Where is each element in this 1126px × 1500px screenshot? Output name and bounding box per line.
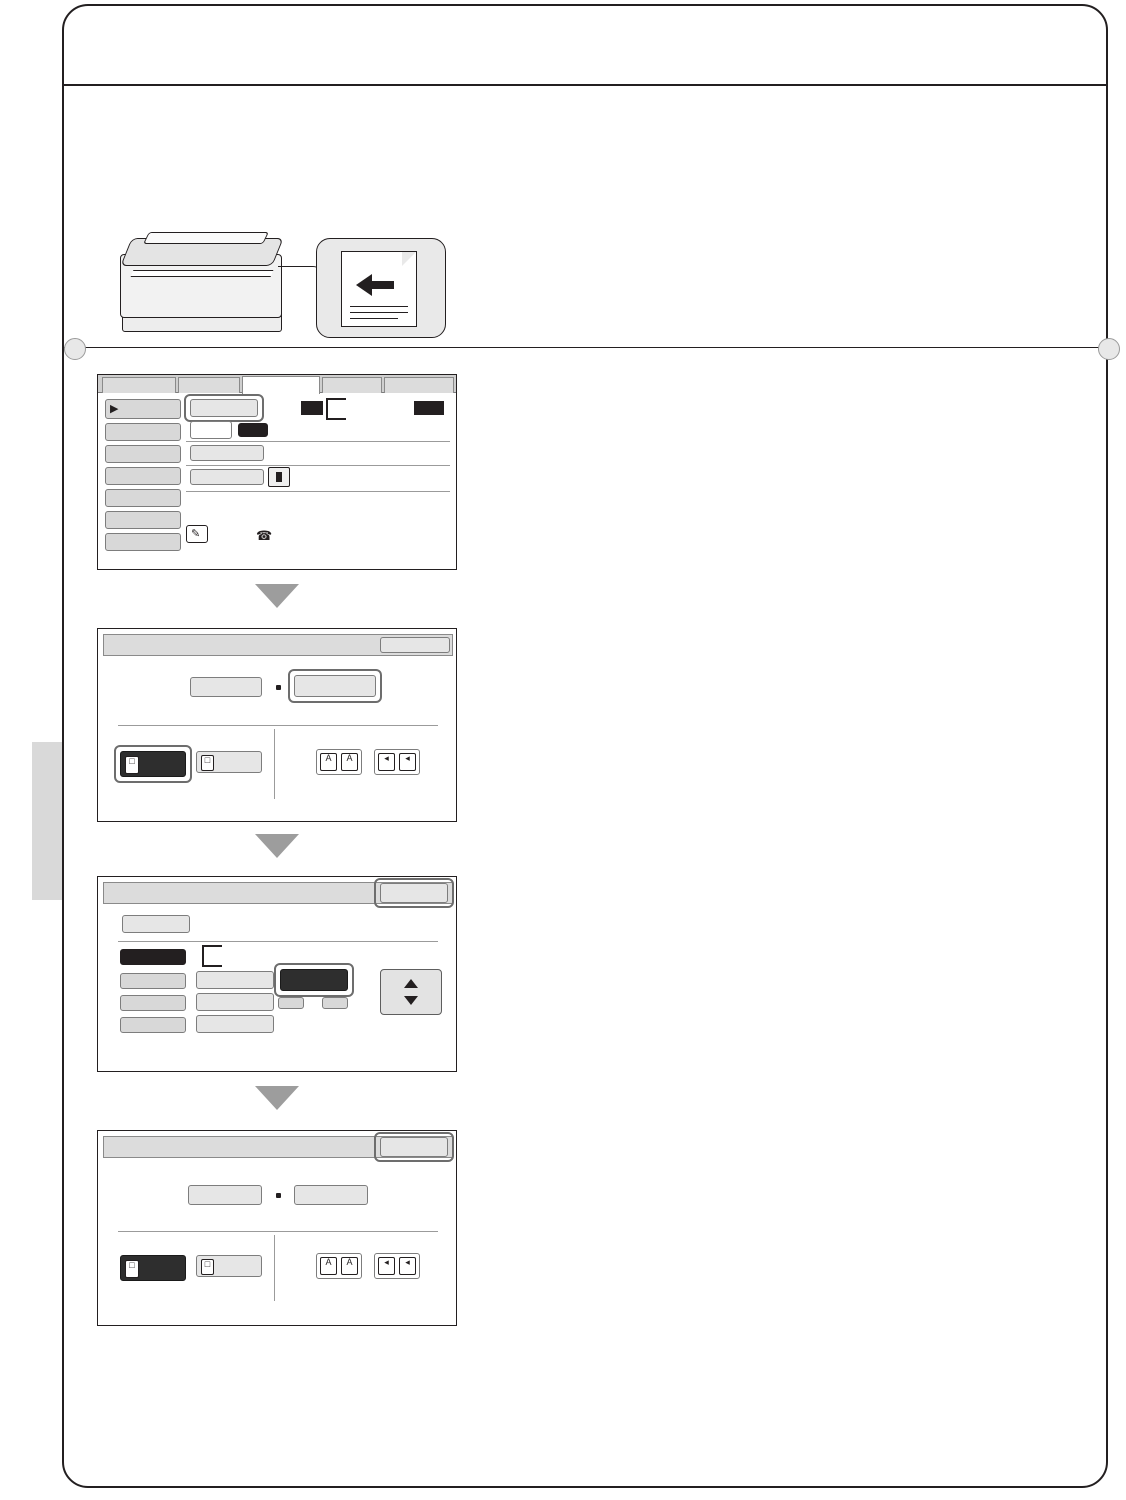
machine-document-tray (143, 232, 269, 244)
binding-key-right[interactable]: ◂ (399, 1257, 416, 1275)
mode-key-second[interactable]: □ (196, 751, 262, 773)
step-3-screen[interactable] (97, 876, 457, 1072)
value-key-right-highlight (288, 669, 382, 703)
size-sub-key-left[interactable] (278, 997, 304, 1009)
binding-key-group[interactable] (374, 749, 420, 775)
ok-button[interactable] (380, 637, 450, 653)
flow-arrow-1 (255, 584, 299, 608)
section-divider (64, 347, 1106, 348)
orientation-key-group[interactable] (316, 1253, 362, 1279)
paper-size-icon (202, 945, 222, 967)
status-indicator (238, 423, 268, 437)
binding-key-right[interactable]: ◂ (399, 753, 416, 771)
document-feeder-illustration (112, 228, 457, 338)
divider-dot-left (64, 338, 86, 360)
feed-direction-arrow-tail (372, 281, 394, 289)
page-corner-fold (402, 252, 416, 266)
left-column-key-1[interactable] (120, 995, 186, 1011)
selected-size-key-highlight (274, 963, 354, 997)
left-key-1[interactable] (105, 423, 181, 441)
page-title (90, 30, 990, 70)
tab-1[interactable] (178, 377, 240, 393)
value-separator-dot (276, 1193, 281, 1198)
step-1-screen[interactable] (97, 374, 457, 570)
left-key-0[interactable]: ▶ (105, 399, 181, 419)
header-divider (64, 84, 1106, 86)
mid-column-key-0[interactable] (196, 971, 274, 989)
count-block (414, 401, 444, 415)
value-key-left[interactable] (188, 1185, 262, 1205)
binding-key-left[interactable]: ◂ (378, 1257, 395, 1275)
left-key-4[interactable] (105, 489, 181, 507)
value-key-right[interactable] (294, 1185, 368, 1205)
binding-key-left[interactable]: ◂ (378, 753, 395, 771)
binding-key-group[interactable] (374, 1253, 420, 1279)
chapter-edge-tab (32, 742, 62, 900)
mid-column-key-1[interactable] (196, 993, 274, 1011)
mode-key-selected[interactable]: □ (120, 751, 186, 777)
original-page-graphic (341, 251, 417, 327)
page-subtitle (90, 120, 990, 200)
size-sub-key-right[interactable] (322, 997, 348, 1009)
feed-direction-arrow-icon (356, 274, 372, 296)
orientation-key-portrait[interactable]: A (320, 1257, 337, 1275)
tab-0[interactable] (102, 377, 176, 393)
original-placement-callout (316, 238, 446, 338)
mode-key-second[interactable]: □ (196, 1255, 262, 1277)
tab-2-active[interactable] (242, 376, 320, 394)
orientation-key-portrait[interactable]: A (320, 753, 337, 771)
flow-arrow-3 (255, 1086, 299, 1110)
left-key-3[interactable] (105, 467, 181, 485)
orientation-key-landscape[interactable]: A (341, 753, 358, 771)
status-row-1[interactable] (190, 445, 264, 461)
ok-button-highlight (374, 878, 454, 908)
subtitle-key[interactable] (122, 915, 190, 933)
tab-3[interactable] (322, 377, 382, 393)
hand-pointer-icon: ✎ (186, 525, 208, 543)
mode-key-selected[interactable]: □ (120, 1255, 186, 1281)
left-key-5[interactable] (105, 511, 181, 529)
paper-amount-block (301, 401, 323, 415)
value-separator-dot (276, 685, 281, 690)
left-key-6[interactable] (105, 533, 181, 551)
machine-output-slot (131, 270, 274, 277)
ok-button-highlight (374, 1132, 454, 1162)
flow-arrow-2 (255, 834, 299, 858)
mid-column-key-2[interactable] (196, 1015, 274, 1033)
step-4-screen[interactable] (97, 1130, 457, 1326)
orientation-key-group[interactable] (316, 749, 362, 775)
left-key-2[interactable] (105, 445, 181, 463)
paper-size-icon (326, 398, 346, 420)
step-2-screen[interactable] (97, 628, 457, 822)
tab-4[interactable] (384, 377, 454, 393)
up-down-stepper[interactable] (380, 969, 442, 1015)
divider-dot-right (1098, 338, 1120, 360)
value-key-left[interactable] (190, 677, 262, 697)
mode-key-selected-highlight (114, 745, 192, 783)
left-column-key-2[interactable] (120, 1017, 186, 1033)
special-modes-key-highlight (184, 394, 264, 422)
selected-size-bar (120, 949, 186, 965)
status-value-key[interactable] (190, 421, 232, 439)
status-row-2[interactable] (190, 469, 264, 485)
telephone-icon: ☎ (256, 528, 273, 543)
orientation-key-landscape[interactable]: A (341, 1257, 358, 1275)
preview-icon[interactable] (268, 467, 290, 487)
left-column-key-0[interactable] (120, 973, 186, 989)
